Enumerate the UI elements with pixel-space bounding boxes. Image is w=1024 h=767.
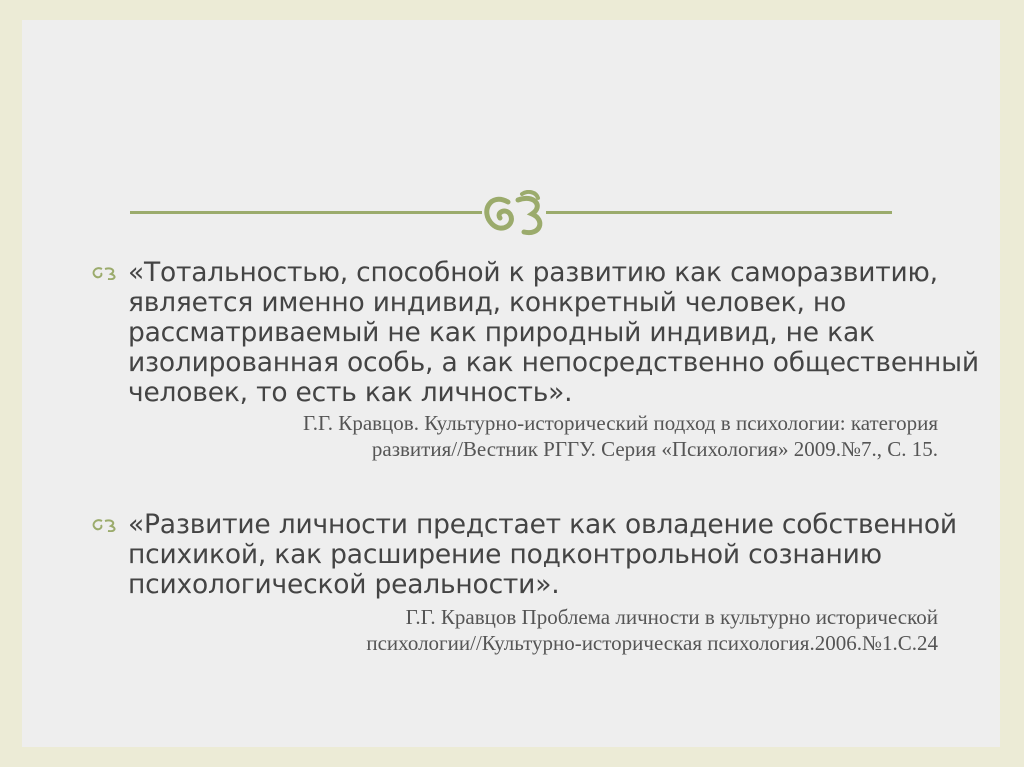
quote-2-source <box>366 604 938 656</box>
quote-1-source-line-1: Г.Г. Кравцов. Культурно-исторический подход в психологии: категория <box>303 411 938 435</box>
quote-1 <box>128 258 979 408</box>
quote-2-source-line-2: психологии//Культурно-историческая психология.2006.№1.С.24 <box>366 631 938 655</box>
leaf-bullet-icon <box>90 266 120 280</box>
divider-line-right <box>546 211 892 214</box>
quote-1-line-4: изолированная особь, а как непосредственно общественный <box>128 347 979 378</box>
leaf-swirl-ornament-icon <box>478 190 550 238</box>
quote-1-source <box>303 410 938 462</box>
quote-1-line-5: человек, то есть как личность». <box>128 377 573 408</box>
quote-1-line-1: «Тотальностью, способной к развитию как саморазвитию, <box>128 257 938 288</box>
divider-line-left <box>130 211 482 214</box>
quote-1-line-3: рассматриваемый не как природный индивид, не как <box>128 317 875 348</box>
quote-1-source-line-2: развития//Вестник РГГУ. Серия «Психология» 2009.№7., С. 15. <box>371 437 938 461</box>
quote-2-source-line-1: Г.Г. Кравцов Проблема личности в культурно исторической <box>405 605 938 629</box>
quote-2-line-3: психологической реальности». <box>128 569 560 600</box>
quote-1-line-2: является именно индивид, конкретный человек, но <box>128 287 847 318</box>
leaf-bullet-icon <box>90 518 120 532</box>
quote-2-line-2: психикой, как расширение подконтрольной сознанию <box>128 539 882 570</box>
quote-2-line-1: «Развитие личности предстает как овладение собственной <box>128 509 957 540</box>
quote-2 <box>128 510 957 600</box>
